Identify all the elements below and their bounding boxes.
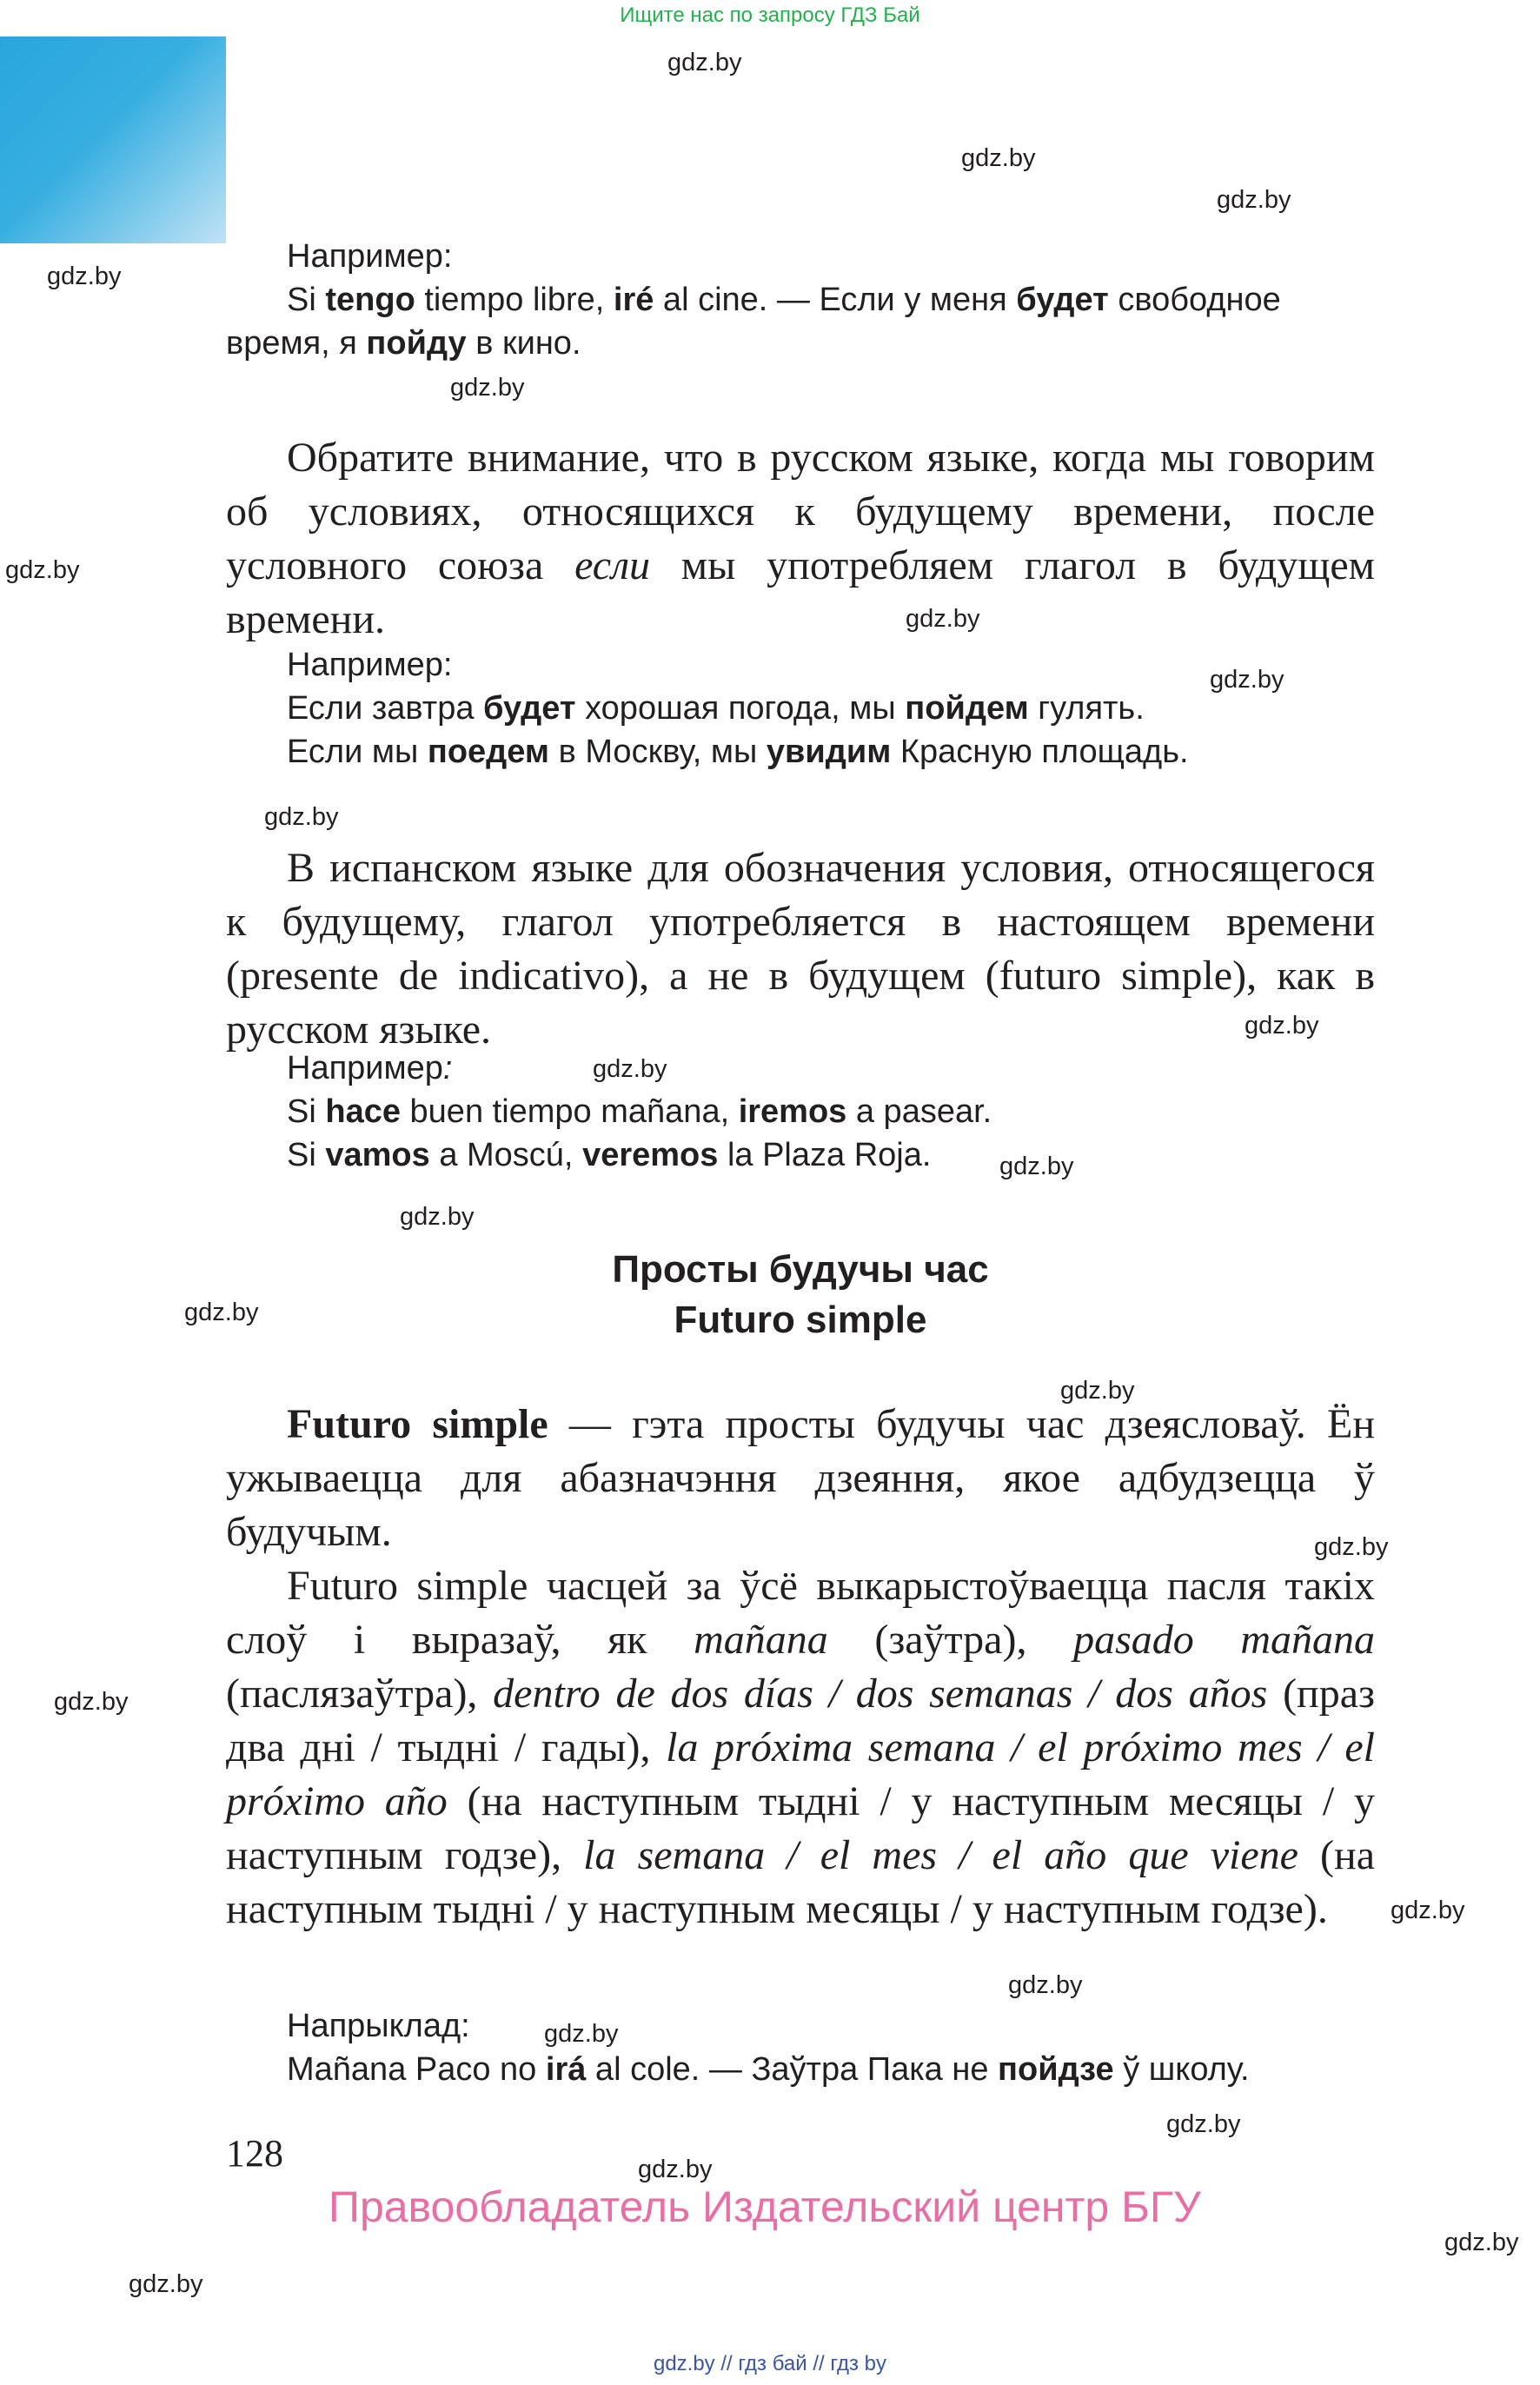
page-number: 128 [226,2132,283,2175]
watermark: gdz.by [961,144,1036,172]
watermark: gdz.by [999,1153,1074,1180]
watermark: gdz.by [638,2156,713,2183]
watermark: gdz.by [1166,2110,1241,2138]
watermark: gdz.by [1444,2229,1519,2256]
watermark: gdz.by [1245,1012,1319,1040]
example-line: Si hace buen tiempo mañana, iremos a pasear. [287,1093,992,1130]
watermark: gdz.by [184,1299,259,1326]
section-heading [226,1245,1375,1345]
example-line: Si tengo tiempo libre, iré al cine. — Если у меня будет свободное [287,282,1281,318]
watermark: gdz.by [593,1055,667,1083]
example-block-4 [287,2004,1382,2091]
footer-links[interactable]: gdz.by // гдз бай // гдз by [653,2352,887,2375]
example-label: Например: [287,1050,453,1086]
example-label: Например: [287,647,453,683]
paragraph-1: Обратите внимание, что в русском языке, когда мы говорим об условиях, относящихся к будущему времени, после условного союза если мы употребляем глагол в будущем времени. [226,435,1375,642]
watermark: gdz.by [54,1688,129,1716]
example-label: Например: [287,238,453,275]
example-label: Напрыклад: [287,2008,470,2044]
copyright-notice: Правообладатель Издательский центр БГУ [329,2182,1201,2231]
heading-line: Просты будучы час [612,1248,989,1291]
watermark: gdz.by [1008,1971,1083,1999]
top-banner[interactable]: Ищите нас по запросу ГДЗ Бай [620,3,920,27]
paragraph-4: Futuro simple часцей за ўсё выкарыстоўваецца пасля такіх слоў і выразаў, як mañana (заўтра), pasado mañana (паслязаўтра), dentro de dos días / dos semanas / dos años (праз два дні / тыдні / гады), la próxima semana / el próximo mes / el próximo año (на наступным тыдні / у наступным месяцы / у наступным годзе), la semana / el mes / el año que viene (на наступным тыдні / у наступным месяцы / у наступным годзе). [226,1563,1376,1932]
heading-line: Futuro simple [674,1299,927,1341]
watermark: gdz.by [264,803,339,831]
watermark: gdz.by [1210,666,1284,694]
watermark: gdz.by [400,1203,475,1231]
example-line: Если завтра будет хорошая погода, мы пойдем гулять. [287,690,1145,727]
watermark: gdz.by [544,2020,619,2048]
example-line: время, я пойду в кино. [226,325,581,362]
example-block-2 [287,643,1382,774]
watermark: gdz.by [450,374,525,402]
example-block-1 [226,235,1382,365]
watermark: gdz.by [1314,1533,1389,1561]
watermark: gdz.by [667,49,742,76]
example-line: Si vamos a Moscú, veremos la Plaza Roja. [287,1137,932,1173]
example-block-3 [287,1046,1382,1177]
paragraph-2: В испанском языке для обозначения условия, относящегося к будущему, глагол употребляется в настоящем времени (presente de indicativo), а не в будущем (futuro simple), как в русском языке. [226,845,1375,1053]
watermark: gdz.by [129,2270,203,2298]
watermark: gdz.by [47,262,122,290]
watermark: gdz.by [1060,1377,1135,1405]
corner-decoration [0,37,226,243]
watermark: gdz.by [906,605,980,633]
paragraph-3: Futuro simple — гэта просты будучы час дзеясловаў. Ён ужываецца для абазначэння дзеяння, якое адбудзецца ў будучым. [226,1401,1376,1555]
example-line: Если мы поедем в Москву, мы увидим Красную площадь. [287,734,1189,770]
example-line: Mañana Paco no irá al cole. — Заўтра Пака не пойдзе ў школу. [287,2051,1250,2088]
watermark: gdz.by [5,556,80,584]
watermark: gdz.by [1391,1897,1465,1924]
watermark: gdz.by [1217,186,1291,214]
